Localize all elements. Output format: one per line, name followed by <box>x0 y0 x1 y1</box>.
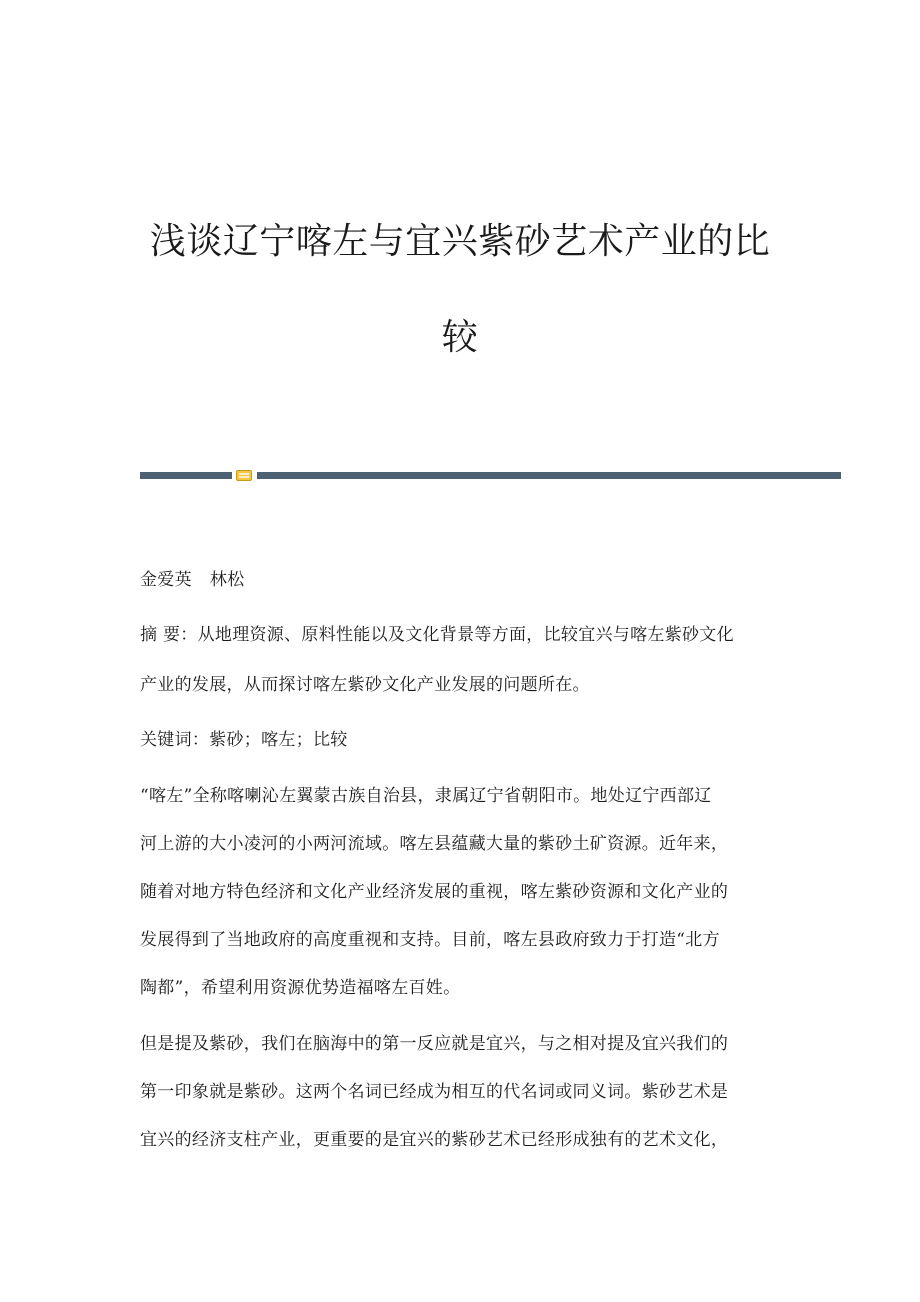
paragraph-line: 河上游的大小凌河的小两河流域。喀左县蕴藏大量的紫砂土矿资源。近年来， <box>140 834 729 854</box>
paragraph-line: 随着对地方特色经济和文化产业经济发展的重视，喀左紫砂资源和文化产业的 <box>140 882 729 902</box>
abstract-line: 产业的发展，从而探讨喀左紫砂文化产业发展的问题所在。 <box>140 675 590 695</box>
paragraph-line: 宜兴的经济支柱产业，更重要的是宜兴的紫砂艺术已经形成独有的艺术文化， <box>140 1130 729 1150</box>
keywords-line: 关键词：紫砂；喀左；比较 <box>140 730 348 750</box>
paragraph-line: 但是提及紫砂，我们在脑海中的第一反应就是宜兴，与之相对提及宜兴我们的 <box>140 1034 729 1054</box>
envelope-icon <box>236 470 252 481</box>
paragraph-line: 陶都”，希望利用资源优势造福喀左百姓。 <box>140 978 461 998</box>
divider-bar-left <box>140 472 232 479</box>
divider-bar-right <box>257 472 841 479</box>
abstract-line: 摘 要：从地理资源、原料性能以及文化背景等方面，比较宜兴与喀左紫砂文化 <box>140 625 734 645</box>
paragraph-line: 发展得到了当地政府的高度重视和支持。目前，喀左县政府致力于打造“北方 <box>140 930 720 950</box>
title-divider <box>140 470 841 480</box>
paragraph-line: 第一印象就是紫砂。这两个名词已经成为相互的代名词或同义词。紫砂艺术是 <box>140 1082 729 1102</box>
document-title-line-2: 较 <box>441 317 479 358</box>
author-name: 金爱英 <box>140 570 192 590</box>
author-name: 林松 <box>209 570 245 590</box>
paragraph-line: “喀左”全称喀喇沁左翼蒙古族自治县，隶属辽宁省朝阳市。地处辽宁西部辽 <box>140 786 712 806</box>
document-title-line-1: 浅谈辽宁喀左与宜兴紫砂艺术产业的比 <box>149 221 771 262</box>
author-line <box>140 569 245 591</box>
